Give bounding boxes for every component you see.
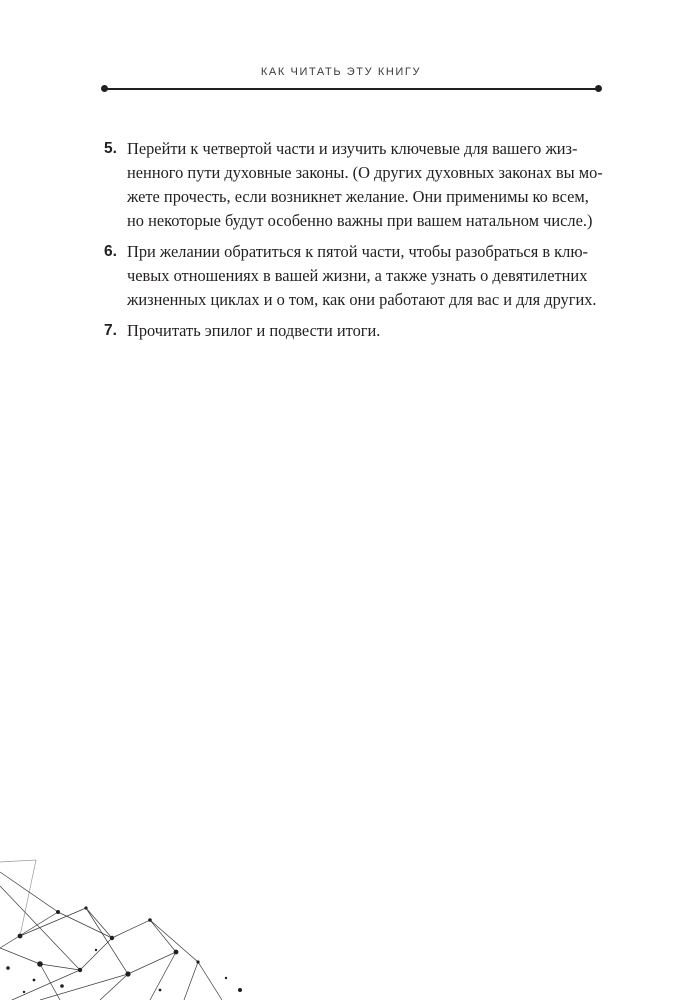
step-text-line: жизненных циклах и о том, как они работают для вас и для других.: [127, 290, 597, 309]
step-text-line: чевых отношениях в вашей жизни, а также узнать о девятилетних: [127, 266, 588, 285]
header-rule: [104, 88, 598, 90]
step-number: 6.: [104, 243, 117, 260]
step-text-line: ненного пути духовные законы. (О других духовных законах вы мо-: [127, 163, 603, 182]
step-number: 5.: [104, 140, 117, 157]
step-text-line: Прочитать эпилог и подвести итоги.: [127, 321, 381, 340]
list-item: [104, 319, 604, 343]
constellation-icon: [0, 850, 260, 1000]
running-header: КАК ЧИТАТЬ ЭТУ КНИГУ: [260, 66, 422, 78]
list-item: [104, 137, 604, 233]
step-number: 7.: [104, 322, 117, 339]
step-text-line: Перейти к четвертой части и изучить ключевые для вашего жиз-: [127, 139, 578, 158]
header-rule-left-dot: [101, 85, 108, 92]
step-text-line: жете прочесть, если возникнет желание. Они применимы ко всем,: [127, 187, 589, 206]
header-rule-right-dot: [595, 85, 602, 92]
step-text-line: При желании обратиться к пятой части, чтобы разобраться в клю-: [127, 242, 589, 261]
list-item: [104, 240, 604, 312]
step-list: [104, 137, 604, 350]
step-text-line: но некоторые будут особенно важны при вашем натальном числе.): [127, 211, 593, 230]
